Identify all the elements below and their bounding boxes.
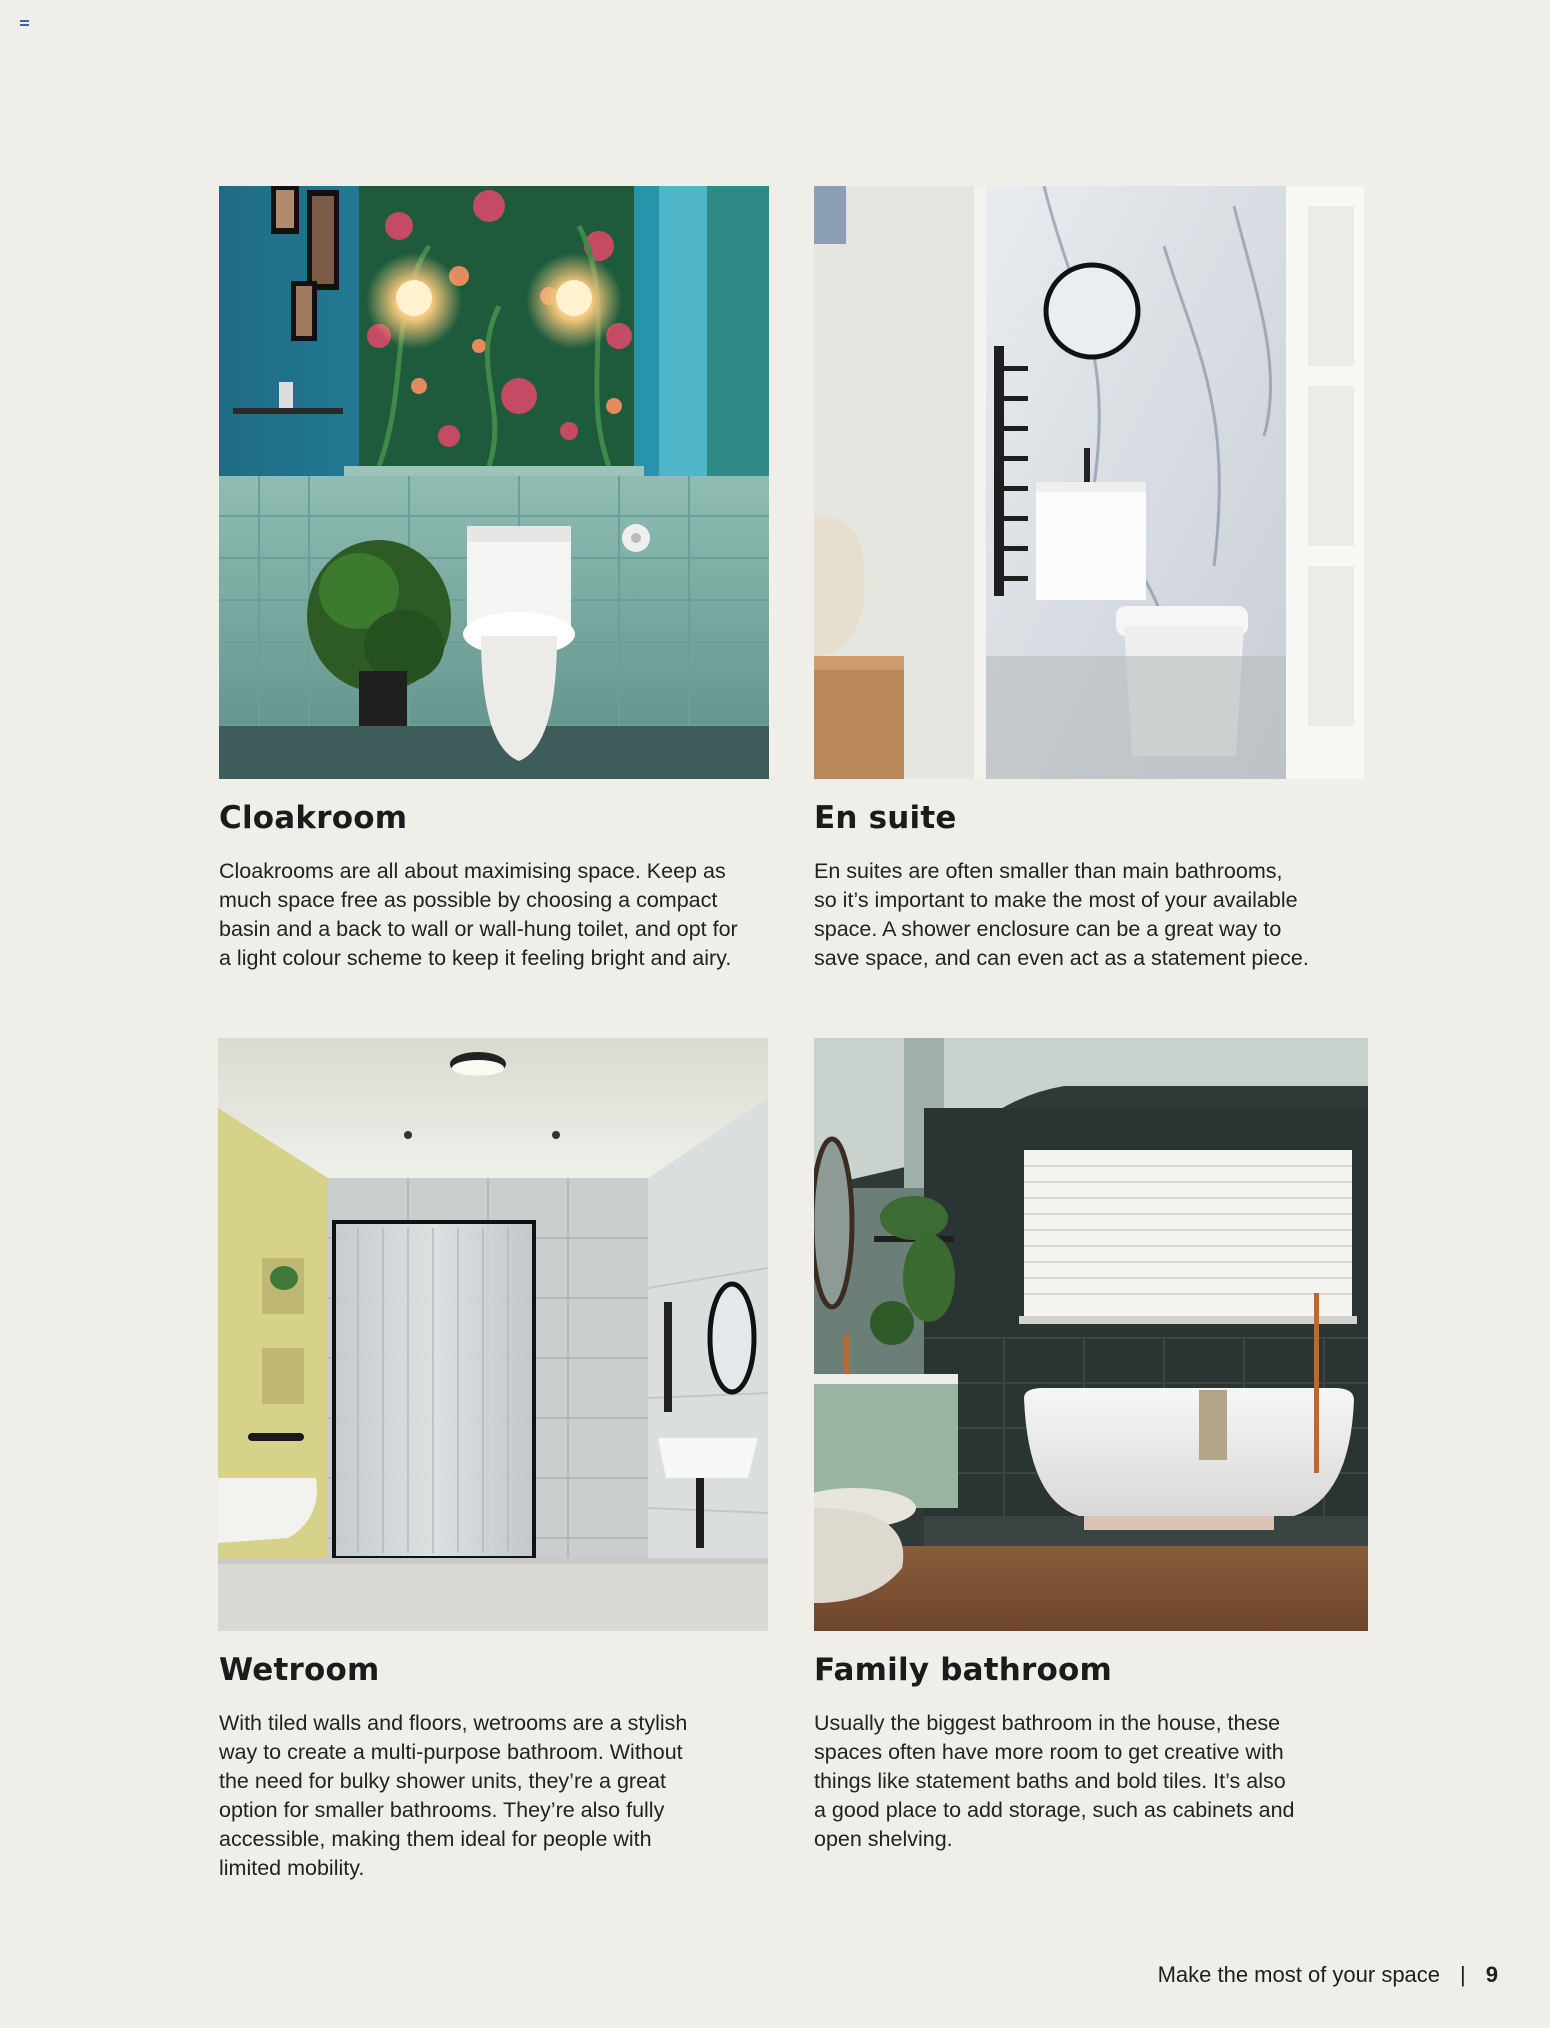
page-number: 9: [1485, 1962, 1498, 1987]
footer-section-title: Make the most of your space: [1157, 1962, 1441, 1987]
text-line: option for smaller bathrooms. They’re also fully: [219, 1798, 665, 1822]
wetroom-title: Wetroom: [219, 1652, 380, 1688]
footer-separator: |: [1460, 1962, 1466, 1987]
text-line: limited mobility.: [219, 1856, 365, 1880]
family-bathroom-description: [814, 1709, 1374, 1854]
text-line: a good place to add storage, such as cabinets and: [814, 1798, 1295, 1822]
text-line: much space free as possible by choosing a compact: [219, 888, 718, 912]
text-line: the need for bulky shower units, they’re a great: [219, 1769, 666, 1793]
wetroom-photo: [218, 1038, 768, 1631]
cloakroom-title: Cloakroom: [219, 800, 408, 836]
text-line: open shelving.: [814, 1827, 953, 1851]
text-line: Cloakrooms are all about maximising space. Keep as: [219, 859, 726, 883]
text-line: so it’s important to make the most of your available: [814, 888, 1298, 912]
text-line: save space, and can even act as a statement piece.: [814, 946, 1309, 970]
text-line: En suites are often smaller than main bathrooms,: [814, 859, 1283, 883]
text-line: Usually the biggest bathroom in the house, these: [814, 1711, 1281, 1735]
en-suite-photo: [814, 186, 1364, 779]
page-footer: [1158, 1962, 1498, 1988]
wetroom-description: [219, 1709, 779, 1883]
text-line: a light colour scheme to keep it feeling bright and airy.: [219, 946, 732, 970]
cloakroom-description: [219, 857, 779, 973]
text-line: space. A shower enclosure can be a great way to: [814, 917, 1282, 941]
en-suite-description: [814, 857, 1374, 973]
text-line: spaces often have more room to get creative with: [814, 1740, 1284, 1764]
cloakroom-photo: [219, 186, 769, 779]
text-line: way to create a multi-purpose bathroom. Without: [219, 1740, 683, 1764]
family-bathroom-title: Family bathroom: [814, 1652, 1113, 1688]
text-line: With tiled walls and floors, wetrooms are a stylish: [219, 1711, 688, 1735]
en-suite-title: En suite: [814, 800, 957, 836]
text-line: things like statement baths and bold tiles. It’s also: [814, 1769, 1286, 1793]
corner-mark: [20, 20, 29, 26]
text-line: accessible, making them ideal for people with: [219, 1827, 652, 1851]
family-bathroom-photo: [814, 1038, 1368, 1631]
text-line: basin and a back to wall or wall-hung toilet, and opt for: [219, 917, 738, 941]
